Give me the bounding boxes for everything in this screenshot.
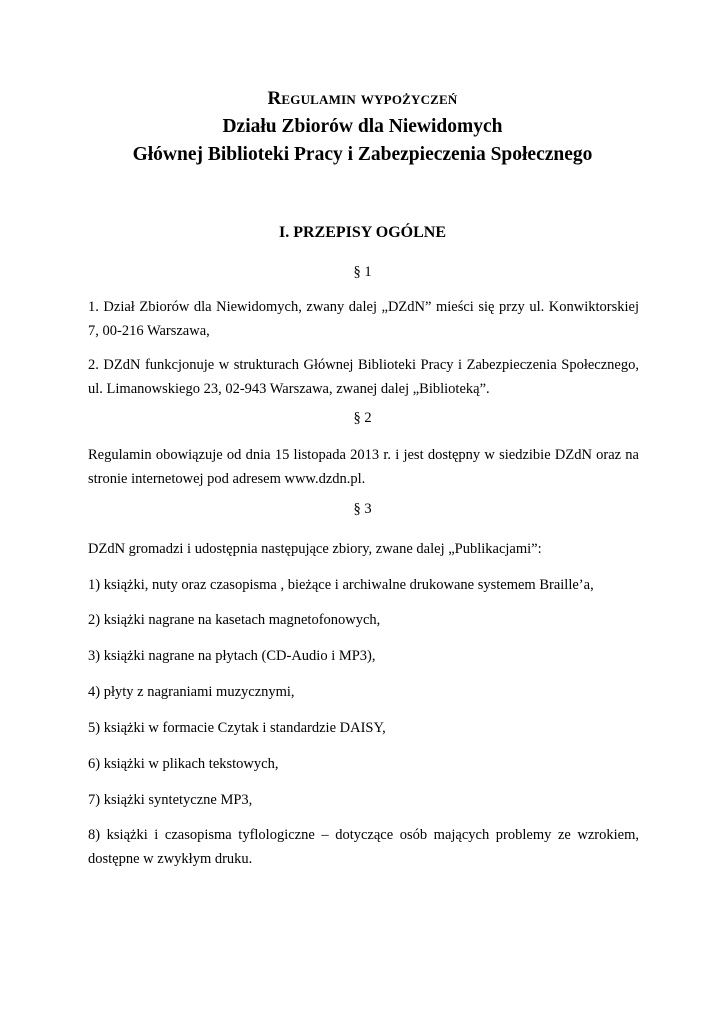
title-line-library: Głównej Biblioteki Pracy i Zabezpieczenia Społecznego xyxy=(132,144,593,165)
document-title xyxy=(0,85,725,169)
collection-list-item: 6) książki w plikach tekstowych, xyxy=(88,756,279,772)
section-heading: I. PRZEPISY OGÓLNE xyxy=(279,224,446,241)
collection-list-item: 4) płyty z nagraniami muzycznymi, xyxy=(88,684,295,700)
paragraph-1-item-2: 2. DZdN funkcjonuje w strukturach Głównej Biblioteki Pracy i Zabezpieczenia Społecznego, ul. Limanowskiego 23, 02-943 Warszawa, zwanej dalej „Biblioteką”. xyxy=(88,357,639,397)
title-line-regulamin: Regulamin wypożyczeń xyxy=(267,88,458,109)
collection-list-item: 1) książki, nuty oraz czasopisma , bieżące i archiwalne drukowane systemem Braille’a, xyxy=(88,577,594,593)
paragraph-mark-3: § 3 xyxy=(353,501,372,517)
paragraph-mark-1: § 1 xyxy=(353,264,372,280)
paragraph-2-text: Regulamin obowiązuje od dnia 15 listopada 2013 r. i jest dostępny w siedzibie DZdN oraz na stronie internetowej pod adresem www.dzdn.pl. xyxy=(88,447,639,487)
paragraph-3-intro: DZdN gromadzi i udostępnia następujące zbiory, zwane dalej „Publikacjami”: xyxy=(88,541,542,557)
collection-list-item: 7) książki syntetyczne MP3, xyxy=(88,792,253,808)
paragraph-mark-2: § 2 xyxy=(353,410,372,426)
paragraph-1-item-1: 1. Dział Zbiorów dla Niewidomych, zwany dalej „DZdN” mieści się przy ul. Konwiktorskiej 7, 00-216 Warszawa, xyxy=(88,299,639,339)
collection-list-item: 5) książki w formacie Czytak i standardzie DAISY, xyxy=(88,720,386,736)
collection-list-item: 3) książki nagrane na płytach (CD-Audio i MP3), xyxy=(88,648,376,664)
collection-list-item: 8) książki i czasopisma tyflologiczne – dotyczące osób mających problemy ze wzrokiem, dostępne w zwykłym druku. xyxy=(88,827,639,867)
collection-list-item: 2) książki nagrane na kasetach magnetofonowych, xyxy=(88,612,381,628)
title-line-department: Działu Zbiorów dla Niewidomych xyxy=(222,116,503,137)
